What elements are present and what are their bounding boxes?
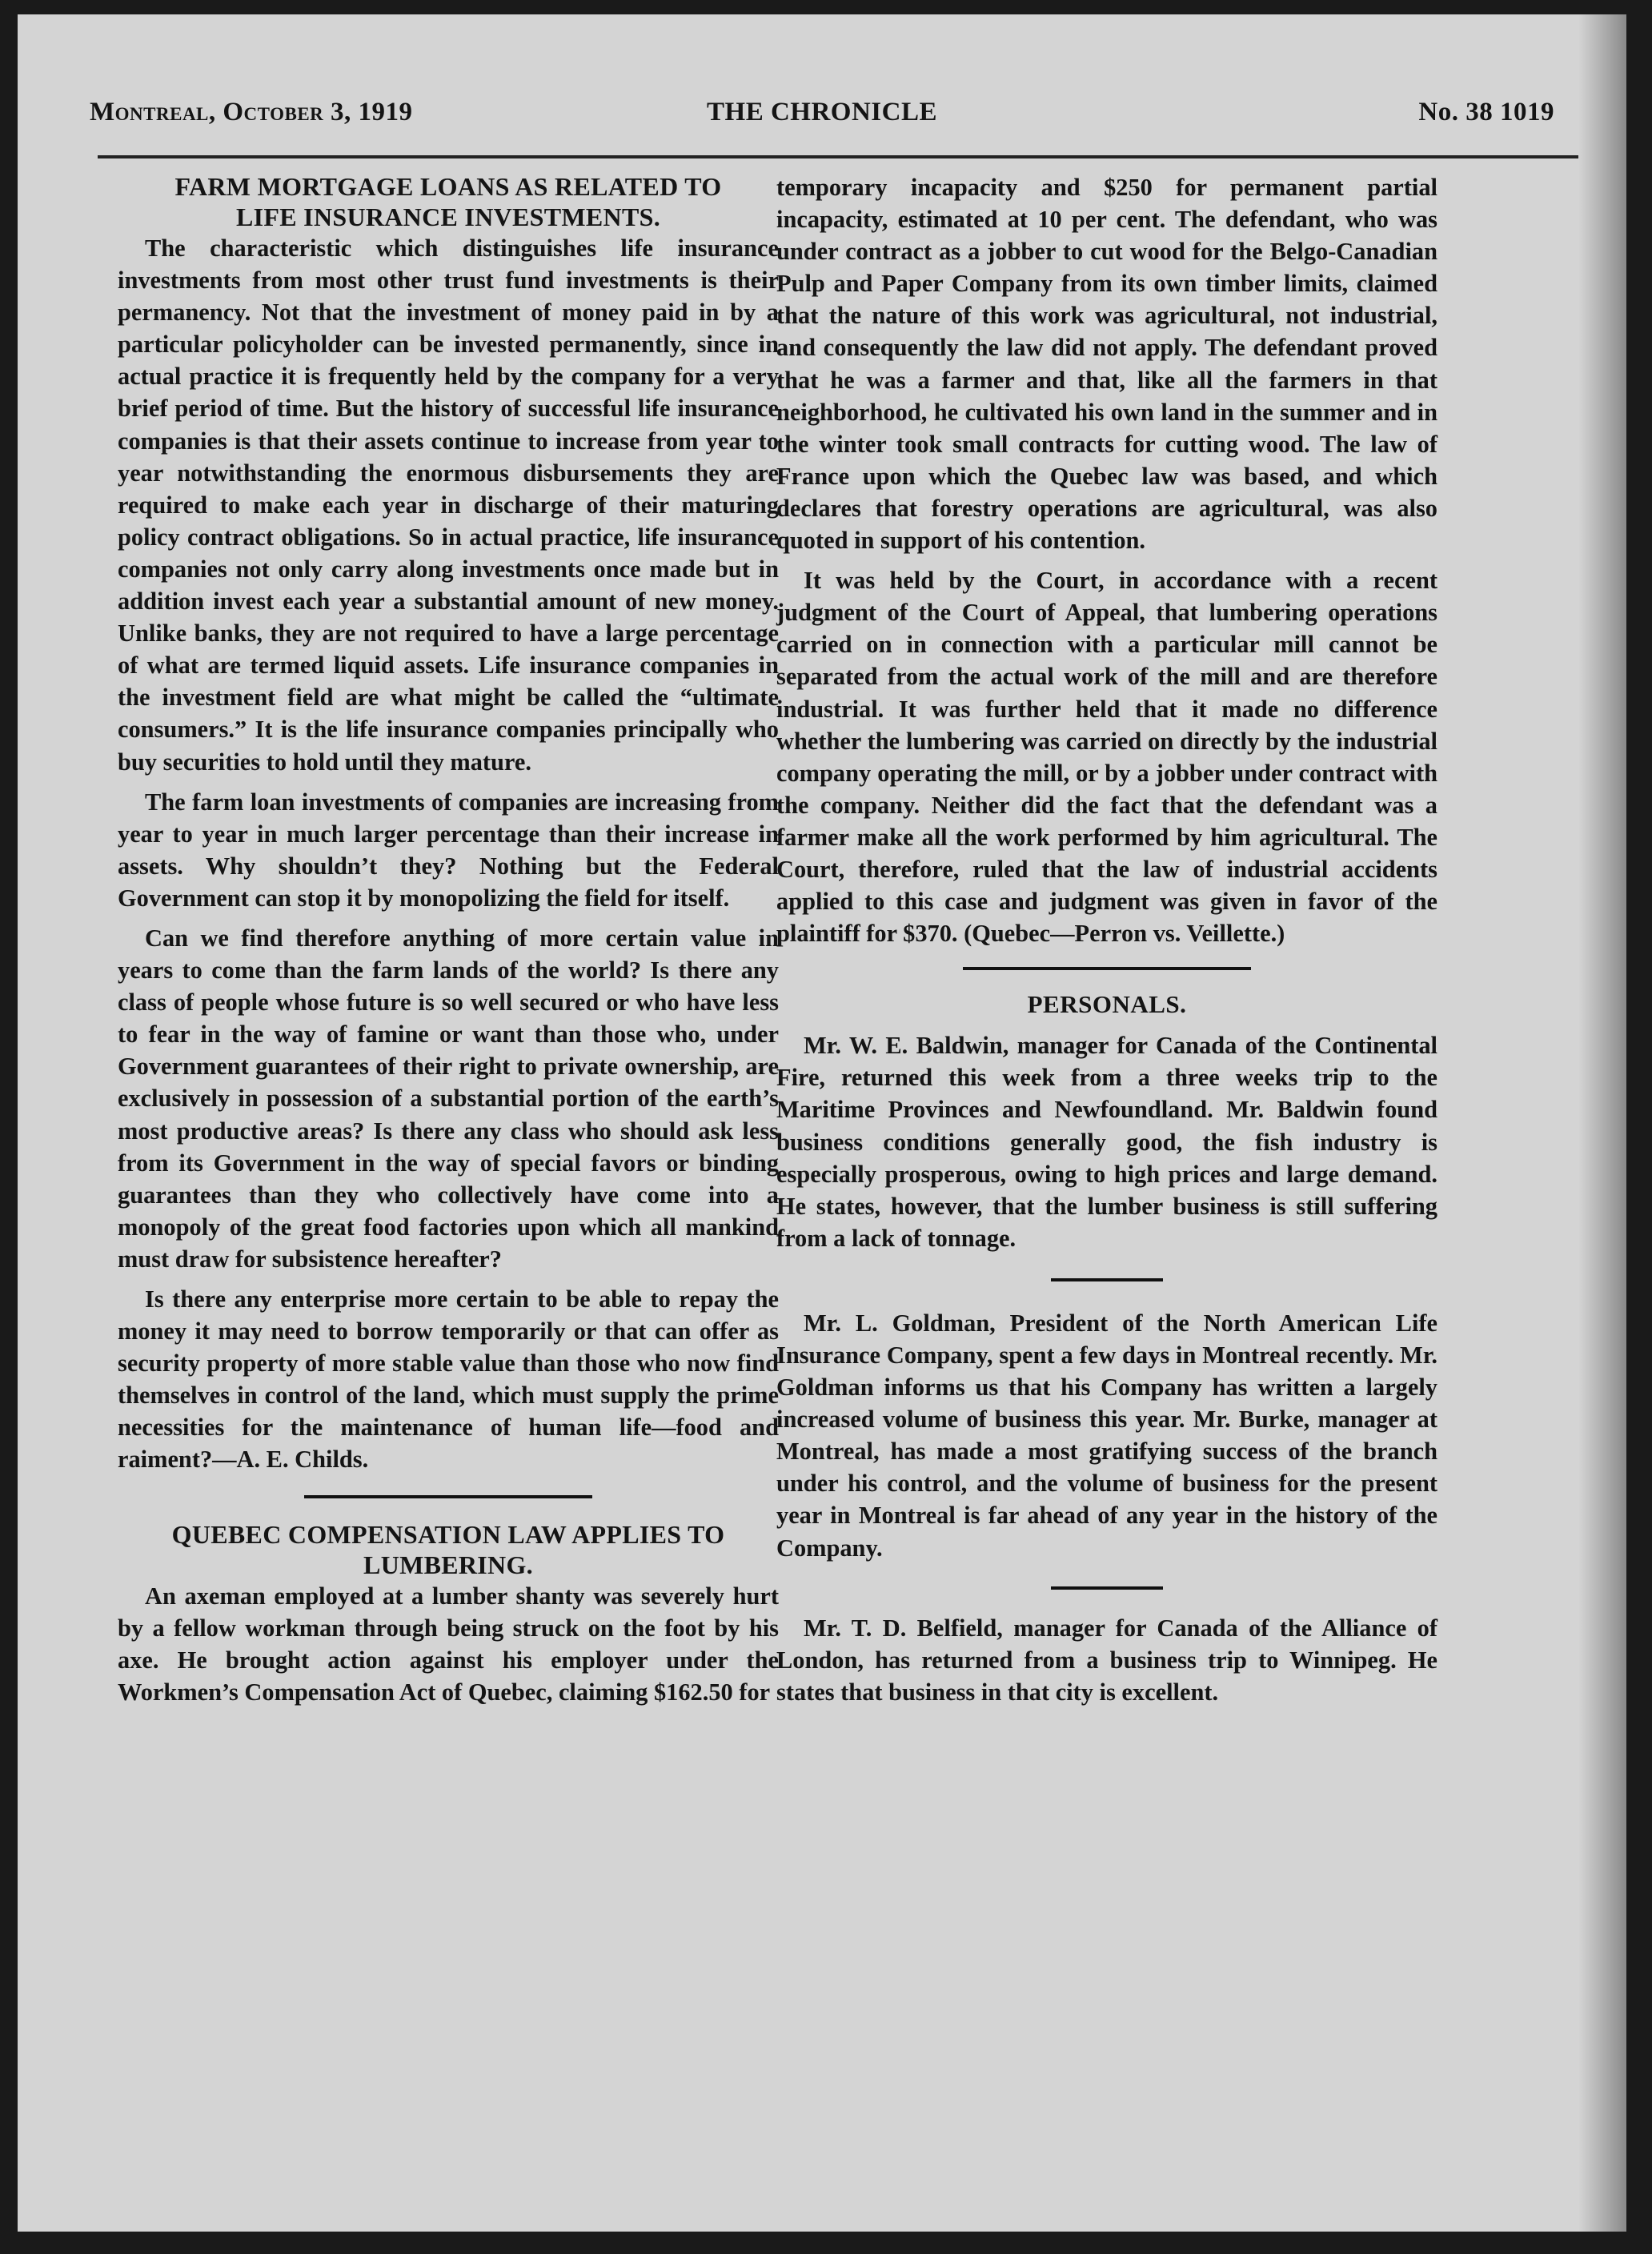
article-paragraph: An axeman employed at a lumber shanty was severely hurt by a fellow workman through being struck on the foot by his axe. He brought action against his employer under the Workmen’s Compensation Act of Quebec, claiming $162.50 for — [118, 1582, 779, 1706]
header-dateline: Montreal, October 3, 1919 — [90, 98, 413, 126]
article-paragraph: Can we find therefore anything of more certain value in years to come than the farm lands of the world? Is there any class of people whose future is so well secured or who have less to fear in the way of famine or want than those who, under Government guarantees of their right to private ownership, are exclusively in possession of a substantial portion of the earth’s most productive areas? Is there any class who should ask less from its Government in the way of special favors or binding guarantees than they who collectively have come into a monopoly of the great food factories upon which all mankind must draw for subsistence hereafter? — [118, 924, 779, 1273]
header-rule — [98, 155, 1578, 158]
personal-item: Mr. W. E. Baldwin, manager for Canada of the Continental Fire, returned this week from a three weeks trip to the Maritime Provinces and Newfoundland. Mr. Baldwin found business conditions generally good, the fish industry is especially prosperous, owing to high prices and large demand. He states, however, that the lumber business is still suffering from a lack of tonnage. — [776, 1032, 1437, 1252]
headline-line-1: QUEBEC COMPENSATION LAW APPLIES TO — [171, 1519, 725, 1549]
left-column — [118, 171, 779, 1708]
headline-line-1: FARM MORTGAGE LOANS AS RELATED TO — [174, 172, 722, 201]
newspaper-page — [18, 14, 1626, 2232]
article-paragraph: The farm loan investments of companies are increasing from year to year in much larger percentage than their increase in assets. Why shouldn’t they? Nothing but the Federal Government can stop it by monopolizing the field for itself. — [118, 788, 779, 912]
headline-line-2: LIFE INSURANCE INVESTMENTS. — [236, 203, 660, 231]
article-paragraph: It was held by the Court, in accordance with a recent judgment of the Court of Appeal, that lumbering operations carried on in connection with a particular mill cannot be separated from the actual work of the mill and are therefore industrial. It was further held that it made no difference whether the lumbering was carried on directly by the industrial company operating the mill, or by a jobber under contract with the company. Neither did the fact that the defendant was a farmer make all the work performed by him agricultural. The Court, therefore, ruled that the law of industrial accidents applied to this case and judgment was given in favor of the plaintiff for $370. (Quebec—Perron vs. Veillette.) — [776, 567, 1437, 948]
running-head — [90, 98, 1554, 138]
header-issue-page-number: No. 38 1019 — [1418, 98, 1554, 126]
article-quebec-compensation-headline — [118, 1519, 779, 1580]
section-divider — [304, 1495, 592, 1498]
headline-line-2: LUMBERING. — [363, 1550, 533, 1579]
right-column — [776, 171, 1437, 1708]
item-divider — [1051, 1278, 1163, 1281]
page-edge-shadow — [1578, 14, 1626, 2232]
article-paragraph: Is there any enterprise more certain to be able to repay the money it may need to borrow temporarily or that can offer as security property of more stable value than those who now find themselves in control of the land, which must supply the prime necessities for the maintenance of human life—food and raiment?—A. E. Childs. — [118, 1285, 779, 1474]
header-publication-title: THE CHRONICLE — [707, 98, 937, 126]
article-farm-mortgage-headline — [118, 171, 779, 232]
personals-heading: PERSONALS. — [1027, 990, 1187, 1019]
item-divider — [1051, 1586, 1163, 1590]
personal-item: Mr. T. D. Belfield, manager for Canada of the Alliance of London, has returned from a business trip to Winnipeg. He states that business in that city is excellent. — [776, 1614, 1437, 1706]
section-divider — [963, 967, 1251, 970]
article-continuation: temporary incapacity and $250 for permanent partial incapacity, estimated at 10 per cent. The defendant, who was under contract as a jobber to cut wood for the Belgo-Canadian Pulp and Paper Company from its own timber limits, claimed that the nature of this work was agricultural, not industrial, and consequently the law did not apply. The defendant proved that he was a farmer and that, like all the farmers in that neighborhood, he cultivated his own land in the summer and in the winter took small contracts for cutting wood. The law of France upon which the Quebec law was based, and which declares that forestry operations are agricultural, was also quoted in support of his contention. — [776, 174, 1437, 555]
article-paragraph: The characteristic which distinguishes life insurance investments from most other trust fund investments is their permanency. Not that the investment of money paid in by a particular policyholder can be invested permanently, since in actual practice it is frequently held by the company for a very brief period of time. But the history of successful life insurance companies is that their assets continue to increase from year to year notwithstanding the enormous disbursements they are required to make each year in discharge of their maturing policy contract obligations. So in actual practice, life insurance companies not only carry along investments once made but in addition invest each year a substantial amount of new money. Unlike banks, they are not required to have a large percentage of what are termed liquid assets. Life insurance companies in the investment field are what might be called the “ultimate consumers.” It is the life insurance companies principally who buy securities to hold until they mature. — [118, 235, 779, 776]
personal-item: Mr. L. Goldman, President of the North American Life Insurance Company, spent a few days in Montreal recently. Mr. Goldman informs us that his Company has written a largely increased volume of business this year. Mr. Burke, manager at Montreal, has made a most gratifying success of the branch under his control, and the volume of business for the present year in Montreal is far ahead of any year in the history of the Company. — [776, 1309, 1437, 1562]
